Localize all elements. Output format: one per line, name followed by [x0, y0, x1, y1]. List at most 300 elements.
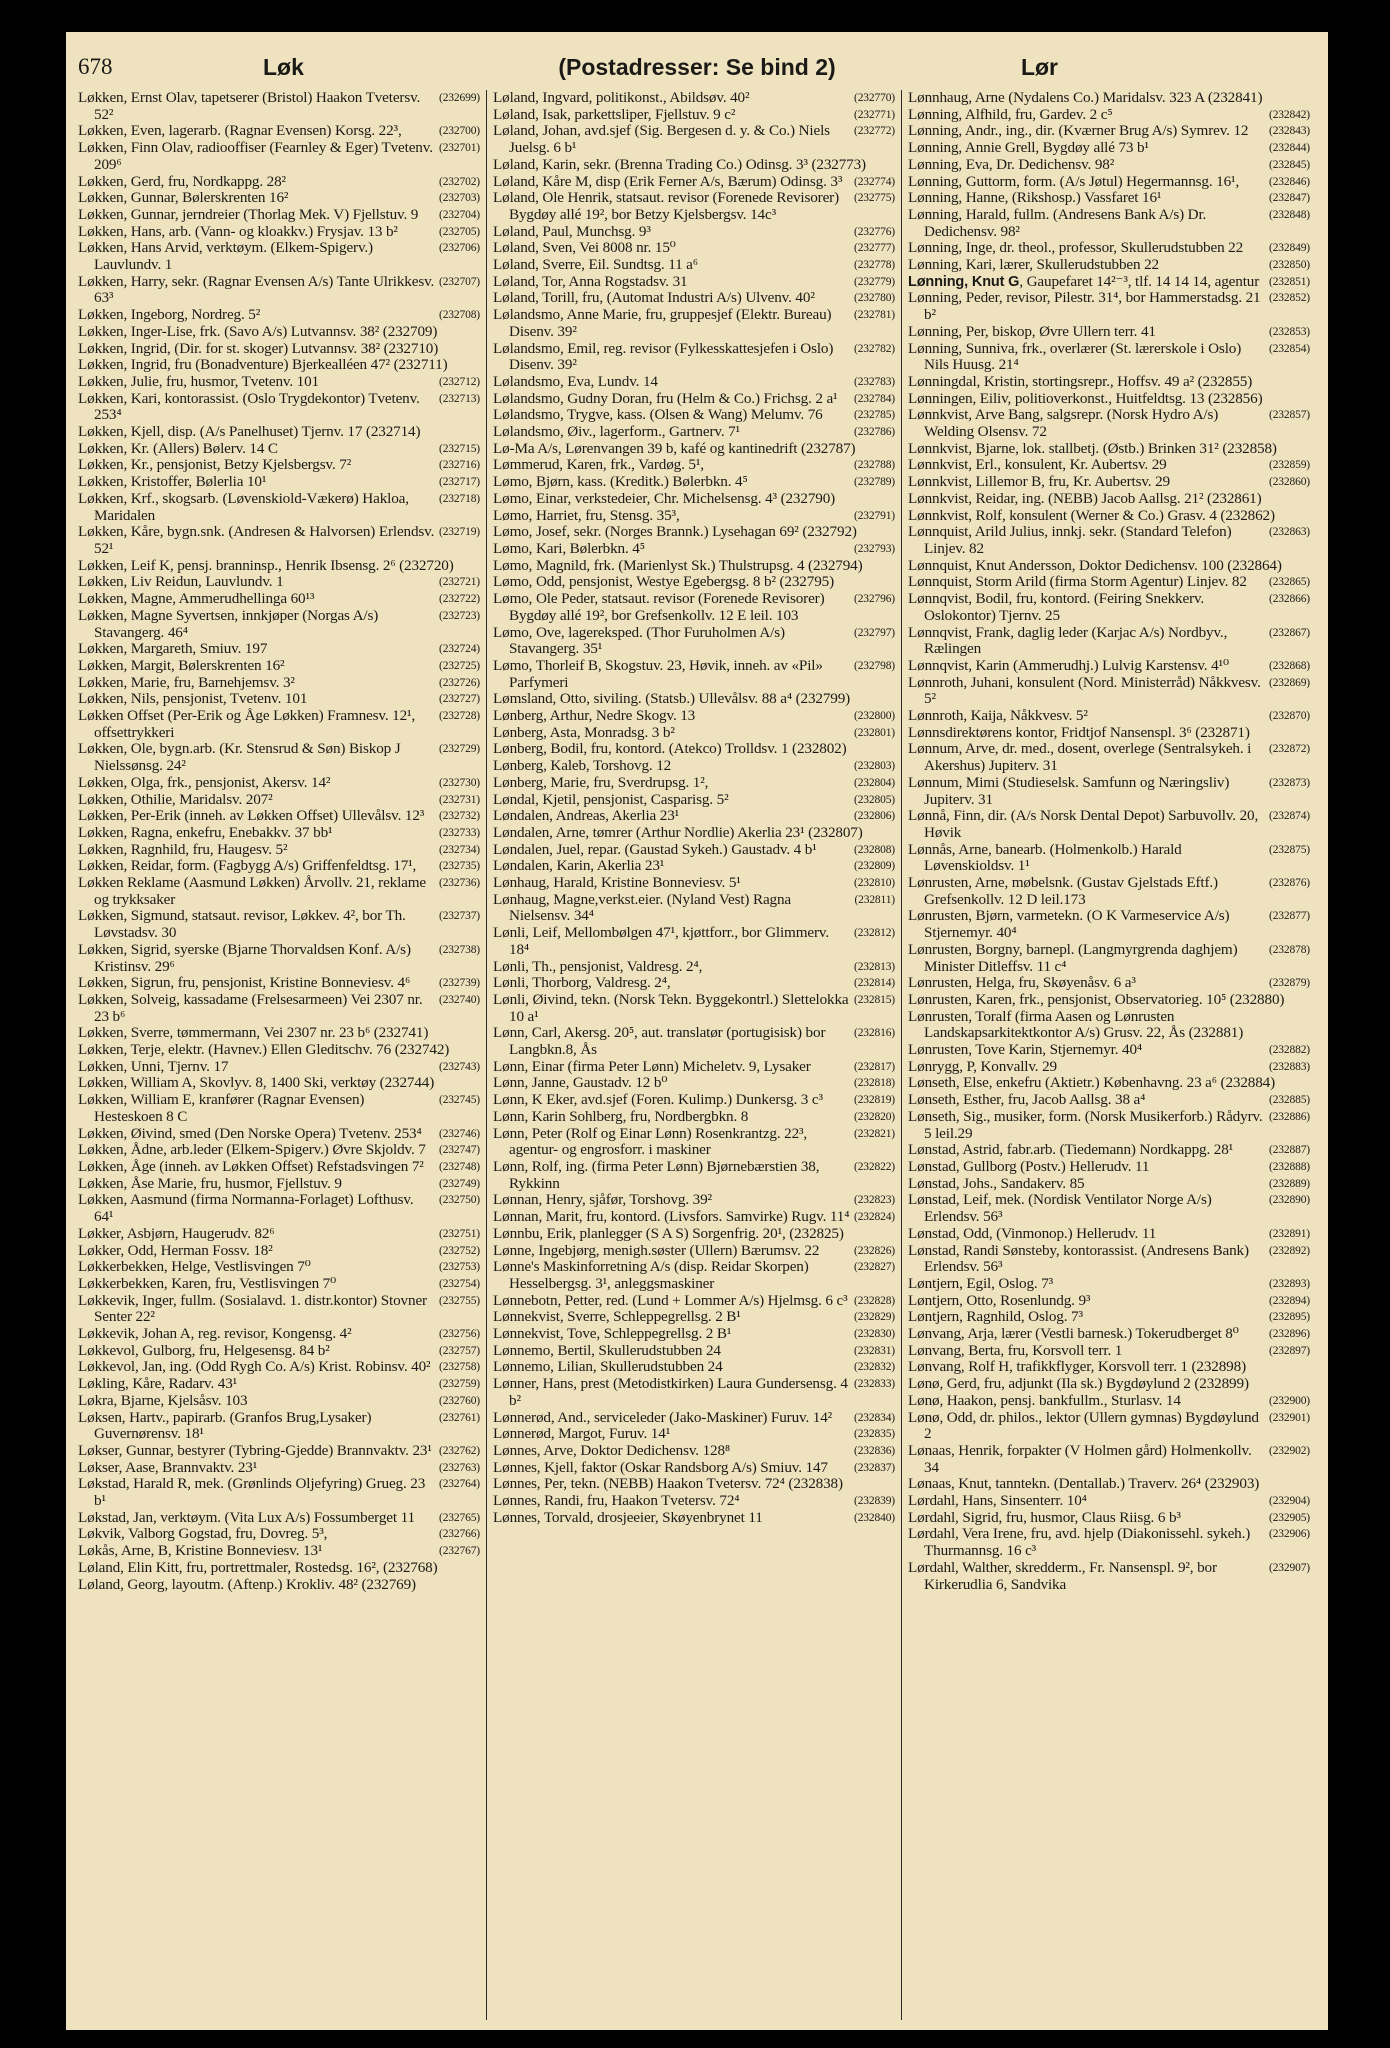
entry-text: Lølandsmo, Emil, reg. revisor (Fylkesskattesjefen i Oslo) Disenv. 39²	[493, 339, 834, 374]
directory-entry	[908, 1510, 1310, 1527]
entry-text: Lølandsmo, Eva, Lundv. 14	[493, 372, 658, 390]
entry-text: Lønø, Haakon, pensj. bankfullm., Sturlasv. 14	[908, 1391, 1181, 1409]
entry-phone-number: (232776)	[854, 225, 895, 238]
entry-text: Løkken, Hans, arb. (Vann- og kloakkv.) Frysjav. 13 b²	[78, 222, 398, 240]
entry-text: Løkken, Ingrid, fru (Bonadventure) Bjerkealléen 47² (232711)	[78, 356, 448, 374]
entry-text: Lønnås, Arne, banearb. (Holmenkolb.) Harald Løvenskioldsv. 1¹	[908, 840, 1182, 875]
entry-text: Løkken Reklame (Aasmund Løkken) Årvollv. 21, reklame og trykksaker	[78, 874, 427, 908]
entry-text: Løland, Sverre, Eil. Sundtsg. 11 a⁶	[493, 256, 698, 274]
entry-phone-number: (232780)	[854, 292, 895, 305]
entry-phone-number: (232907)	[1269, 1561, 1310, 1574]
directory-entry	[493, 541, 895, 558]
entry-text: Løkken, Marie, fru, Barnehjemsv. 3²	[78, 673, 295, 691]
directory-entry	[78, 140, 480, 173]
entry-text: Løkkevik, Johan A, reg. revisor, Kongensg. 4²	[78, 1325, 352, 1343]
entry-phone-number: (232765)	[439, 1511, 480, 1524]
directory-entry	[493, 307, 895, 340]
entry-phone-number: (232784)	[854, 392, 895, 405]
directory-entry	[78, 708, 480, 741]
directory-entry	[78, 1543, 480, 1560]
entry-text: Løkken, Øivind, smed (Den Norske Opera) Tvetenv. 253⁴	[78, 1124, 422, 1142]
entry-text: Lønø, Odd, dr. philos., lektor (Ullern gymnas) Bygdøylund 2	[908, 1408, 1259, 1443]
entry-text: Lønn, Janne, Gaustadv. 12 b⁰	[493, 1074, 668, 1092]
directory-entry	[493, 825, 895, 842]
entry-phone-number: (232754)	[439, 1277, 480, 1290]
entry-phone-number: (232708)	[439, 309, 480, 322]
entry-phone-number: (232805)	[854, 793, 895, 806]
entry-text: Lønn, Rolf, ing. (firma Peter Lønn) Bjørnebærstien 38, Rykkinn	[493, 1158, 820, 1192]
entry-text: Lønnekvist, Tove, Schleppegrellsg. 2 B¹	[493, 1325, 732, 1343]
entry-phone-number: (232891)	[1269, 1227, 1310, 1240]
entry-phone-number: (232766)	[439, 1528, 480, 1541]
entry-phone-number: (232824)	[854, 1211, 895, 1224]
directory-entry	[908, 441, 1310, 458]
directory-entry	[78, 858, 480, 875]
entry-text: Lønnan, Henry, sjåfør, Torshovg. 39²	[493, 1191, 712, 1209]
entry-phone-number: (232816)	[854, 1027, 895, 1040]
entry-phone-number: (232829)	[854, 1311, 895, 1324]
directory-entry	[493, 725, 895, 742]
directory-entry	[493, 992, 895, 1025]
directory-entry	[908, 1226, 1310, 1243]
entry-text: Lønnemo, Bertil, Skullerudstubben 24	[493, 1341, 721, 1359]
entry-phone-number: (232905)	[1269, 1511, 1310, 1524]
entry-text: Lønstad, Randi Sønsteby, kontorassist. (Andresens Bank) Erlendsv. 56³	[908, 1241, 1249, 1276]
directory-entry	[493, 1309, 895, 1326]
directory-entry	[908, 574, 1310, 591]
entry-text: Løkken, Sverre, tømmermann, Vei 2307 nr. 23 b⁶ (232741)	[78, 1024, 429, 1042]
directory-entry	[908, 1343, 1310, 1360]
entry-text: Lønrusten, Tove Karin, Stjernemyr. 40⁴	[908, 1041, 1143, 1059]
directory-entry	[78, 975, 480, 992]
entry-text: Løkken, Finn Olav, radiooffiser (Fearnley & Eger) Tvetenv. 209⁶	[78, 139, 433, 173]
entry-text: Lølandsmo, Øiv., lagerform., Gartnerv. 7¹	[493, 423, 740, 441]
directory-entry	[78, 441, 480, 458]
entry-phone-number: (232801)	[854, 726, 895, 739]
entry-text: Lønne's Maskinforretning A/s (disp. Reidar Skorpen) Hesselbergsg. 3¹, anleggsmaskiner	[493, 1258, 809, 1292]
entry-text: Lølandsmo, Anne Marie, fru, gruppesjef (Elektr. Bureau) Disenv. 39²	[493, 306, 832, 340]
entry-text: Lømmerud, Karen, frk., Vardøg. 5¹,	[493, 456, 704, 474]
directory-entry	[908, 374, 1310, 391]
entry-phone-number: (232702)	[439, 175, 480, 188]
entry-phone-number: (232732)	[439, 810, 480, 823]
entry-phone-number: (232811)	[854, 893, 895, 906]
entry-text: Løkken, Gunnar, jerndreier (Thorlag Mek. V) Fjellstuv. 9	[78, 205, 419, 223]
entry-phone-number: (232761)	[439, 1411, 480, 1424]
entry-text: Løksen, Hartv., papirarb. (Granfos Brug,Lysaker) Guvernørensv. 18¹	[78, 1408, 372, 1443]
entry-phone-number: (232887)	[1269, 1144, 1310, 1157]
directory-entry	[908, 1359, 1310, 1376]
entry-phone-number: (232777)	[854, 242, 895, 255]
entry-text: Lønner, Hans, prest (Metodistkirken) Laura Gundersensg. 4 b²	[493, 1375, 848, 1409]
directory-entry	[908, 257, 1310, 274]
entry-phone-number: (232870)	[1269, 710, 1310, 723]
entry-text: Lønberg, Asta, Monradsg. 3 b²	[493, 723, 675, 741]
directory-entry	[908, 1410, 1310, 1443]
directory-entry	[908, 90, 1310, 107]
entry-phone-number: (232840)	[854, 1511, 895, 1524]
entry-text: Løkken, Magne, Ammerudhellinga 60¹³	[78, 590, 315, 608]
entry-text: Løkken, Leif K, pensj. branninsp., Henrik Ibsensg. 2⁶ (232720)	[78, 556, 454, 574]
entry-phone-number: (232764)	[439, 1478, 480, 1491]
entry-phone-number: (232873)	[1269, 776, 1310, 789]
entry-phone-number: (232876)	[1269, 877, 1310, 890]
entry-phone-number: (232833)	[854, 1378, 895, 1391]
entry-phone-number: (232835)	[854, 1428, 895, 1441]
directory-columns	[78, 90, 1316, 2020]
directory-entry	[78, 207, 480, 224]
entry-text: Løkken, Gerd, fru, Nordkappg. 28²	[78, 172, 286, 190]
directory-entry	[493, 1025, 895, 1058]
directory-entry	[908, 190, 1310, 207]
entry-text: Lønnum, Mimi (Studieselsk. Samfunn og Næringsliv) Jupiterv. 31	[908, 773, 1230, 808]
directory-entry	[908, 341, 1310, 374]
entry-phone-number: (232703)	[439, 192, 480, 205]
directory-entry	[908, 1293, 1310, 1310]
entry-text: Lønnes, Torvald, drosjeeier, Skøyenbrynet 11	[493, 1508, 763, 1526]
entry-phone-number: (232902)	[1269, 1444, 1310, 1457]
entry-text: Løkser, Aase, Brannvaktv. 23¹	[78, 1458, 258, 1476]
entry-text: Lønrusten, Karen, frk., pensjonist, Observatorieg. 10⁵ (232880)	[908, 990, 1285, 1008]
entry-text: Løkken, Kristoffer, Bølerlia 10¹	[78, 473, 267, 491]
entry-text: Løland, Johan, avd.sjef (Sig. Bergesen d. y. & Co.) Niels Juelsg. 6 b¹	[493, 122, 830, 157]
directory-column-3	[901, 90, 1316, 2020]
entry-text: Løkken, Ragna, enkefru, Enebakkv. 37 bb¹	[78, 823, 333, 841]
entry-text: Løkken, Ingrid, (Dir. for st. skoger) Lutvannsv. 38² (232710)	[78, 339, 439, 357]
entry-phone-number: (232739)	[439, 977, 480, 990]
directory-entry	[78, 391, 480, 424]
entry-phone-number: (232778)	[854, 259, 895, 272]
entry-text: Løkken, Ragnhild, fru, Haugesv. 5²	[78, 840, 288, 858]
directory-entry	[78, 1226, 480, 1243]
directory-entry	[493, 374, 895, 391]
entry-phone-number: (232882)	[1269, 1044, 1310, 1057]
entry-phone-number: (232738)	[439, 943, 480, 956]
directory-entry	[78, 591, 480, 608]
entry-phone-number: (232737)	[439, 910, 480, 923]
directory-entry	[78, 1476, 480, 1509]
entry-text: Lønnes, Arve, Doktor Dedichensv. 128⁸	[493, 1441, 731, 1459]
directory-entry	[78, 558, 480, 575]
entry-text: Lønningen, Eiliv, politioverkonst., Huitfeldtsg. 13 (232856)	[908, 389, 1263, 407]
entry-text: Lønrusten, Toralf (firma Aasen og Lønrusten Landskapsarkitektkontor A/s) Grusv. 22, Ås (232881)	[908, 1007, 1244, 1042]
directory-entry	[78, 908, 480, 941]
entry-text: Lømo, Bjørn, kass. (Kreditk.) Bølerbkn. 4⁵	[493, 473, 748, 491]
entry-text: Lønstad, Johs., Sandakerv. 85	[908, 1174, 1085, 1192]
entry-text: Lønning, Guttorm, form. (A/s Jøtul) Hegermannsg. 16¹,	[908, 172, 1240, 190]
entry-phone-number: (232716)	[439, 459, 480, 472]
entry-text: Løkken, Åge (inneh. av Løkken Offset) Refstadsvingen 7²	[78, 1158, 424, 1175]
directory-entry	[78, 1577, 480, 1594]
directory-entry	[78, 357, 480, 374]
entry-text: Lønning, Per, biskop, Øvre Ullern terr. 41	[908, 322, 1156, 340]
directory-entry	[78, 641, 480, 658]
entry-phone-number: (232846)	[1269, 175, 1310, 188]
directory-entry	[493, 808, 895, 825]
entry-phone-number: (232782)	[854, 342, 895, 355]
entry-phone-number: (232808)	[854, 843, 895, 856]
directory-entry	[78, 457, 480, 474]
entry-text: Lønnkvist, Arve Bang, salgsrepr. (Norsk Hydro A/s) Welding Olsensv. 72	[908, 406, 1219, 441]
entry-phone-number: (232822)	[854, 1161, 895, 1173]
entry-phone-number: (232728)	[439, 710, 480, 723]
entry-text: Løkken, William E, kranfører (Ragnar Evensen) Hesteskoen 8 C	[78, 1091, 365, 1125]
entry-phone-number: (232859)	[1269, 459, 1310, 472]
directory-entry	[493, 691, 895, 708]
directory-entry	[493, 1109, 895, 1126]
directory-entry	[493, 290, 895, 307]
entry-phone-number: (232803)	[854, 760, 895, 773]
directory-entry	[908, 558, 1310, 575]
entry-text: Løkken, Per-Erik (inneh. av Løkken Offset) Ullevålsv. 12³	[78, 807, 425, 825]
entry-phone-number: (232853)	[1269, 325, 1310, 338]
entry-phone-number: (232706)	[439, 242, 480, 255]
entry-text: Lønnes, Per, tekn. (NEBB) Haakon Tvetersv. 72⁴ (232838)	[493, 1475, 843, 1493]
directory-entry	[78, 1443, 480, 1460]
entry-phone-number: (232779)	[854, 275, 895, 288]
directory-entry	[908, 1493, 1310, 1510]
entry-phone-number: (232800)	[854, 710, 895, 723]
entry-phone-number: (232879)	[1269, 977, 1310, 990]
directory-entry	[908, 1042, 1310, 1059]
entry-text: Lønnekvist, Sverre, Schleppegrellsg. 2 B¹	[493, 1308, 741, 1326]
entry-text: Lønli, Th., pensjonist, Valdresg. 2⁴,	[493, 957, 703, 975]
entry-phone-number: (232797)	[854, 626, 895, 639]
entry-phone-number: (232888)	[1269, 1161, 1310, 1173]
directory-entry	[78, 775, 480, 792]
entry-phone-number: (232849)	[1269, 242, 1310, 255]
entry-text: Løland, Ingvard, politikonst., Abildsøv. 40²	[493, 90, 750, 106]
entry-text: Løkken, Ole, bygn.arb. (Kr. Stensrud & Søn) Biskop J Nielssønsg. 24²	[78, 740, 401, 775]
entry-text: Løkker, Asbjørn, Haugerudv. 82⁶	[78, 1224, 275, 1242]
entry-phone-number: (232872)	[1269, 743, 1310, 756]
directory-column-2	[486, 90, 901, 2020]
directory-entry	[493, 274, 895, 291]
directory-entry	[78, 1126, 480, 1143]
entry-phone-number: (232893)	[1269, 1277, 1310, 1290]
entry-text: Lønnsdirektørens kontor, Fridtjof Nansenspl. 3⁶ (232871)	[908, 723, 1250, 741]
entry-phone-number: (232796)	[854, 593, 895, 606]
entry-phone-number: (232854)	[1269, 342, 1310, 355]
entry-text: Lønn, Carl, Akersg. 20⁵, aut. translatør (portugisisk) bor Langbkn.8, Ås	[493, 1024, 826, 1059]
entry-text: Løkken, Kr., pensjonist, Betzy Kjelsbergsv. 7²	[78, 456, 352, 474]
entry-text: Løkkevol, Jan, ing. (Odd Rygh Co. A/s) Krist. Robinsv. 40²	[78, 1358, 431, 1376]
directory-entry	[908, 975, 1310, 992]
entry-text: Lønning, Knut G, Gaupefaret 14²⁻³, tlf. 14 14 14, agentur	[908, 272, 1260, 290]
directory-page	[66, 32, 1328, 2030]
entry-text: Lønvang, Rolf H, trafikkflyger, Korsvoll terr. 1 (232898)	[908, 1358, 1246, 1376]
entry-phone-number: (232746)	[439, 1127, 480, 1140]
directory-entry	[493, 875, 895, 892]
directory-entry	[908, 741, 1310, 774]
entry-text: Lømo, Kari, Bølerbkn. 4⁵	[493, 539, 645, 557]
directory-entry	[908, 1526, 1310, 1559]
directory-entry	[493, 107, 895, 124]
entry-text: Lønningdal, Kristin, stortingsrepr., Hoffsv. 49 a² (232855)	[908, 372, 1253, 390]
entry-text: Løland, Karin, sekr. (Brenna Trading Co.) Odinsg. 3³ (232773)	[493, 155, 866, 173]
entry-phone-number: (232736)	[439, 877, 480, 890]
entry-text: Lønnkvist, Reidar, ing. (NEBB) Jacob Aallsg. 21² (232861)	[908, 489, 1262, 507]
entry-text: Løkken, Reidar, form. (Fagbygg A/s) Griffenfeldtsg. 17¹,	[78, 857, 417, 875]
directory-entry	[78, 1326, 480, 1343]
directory-entry	[78, 842, 480, 859]
entry-text: Lømo, Thorleif B, Skogstuv. 23, Høvik, inneh. av «Pil» Parfymeri	[493, 656, 823, 691]
entry-phone-number: (232830)	[854, 1328, 895, 1341]
entry-phone-number: (232726)	[439, 676, 480, 689]
entry-text: Lønnan, Marit, fru, kontord. (Livsfors. Samvirke) Rugv. 11⁴	[493, 1208, 850, 1226]
directory-entry	[908, 1326, 1310, 1343]
directory-entry	[908, 808, 1310, 841]
directory-entry	[908, 625, 1310, 658]
entry-phone-number: (232894)	[1269, 1294, 1310, 1307]
entry-phone-number: (232733)	[439, 826, 480, 839]
entry-phone-number: (232701)	[439, 142, 480, 155]
entry-text: Lønne, Ingebjørg, menigh.søster (Ullern) Bærumsv. 22	[493, 1241, 820, 1259]
entry-phone-number: (232845)	[1269, 158, 1310, 171]
directory-entry	[78, 174, 480, 191]
directory-entry	[493, 741, 895, 758]
entry-text: Løkken, Inger-Lise, frk. (Savo A/s) Lutvannsv. 38² (232709)	[78, 322, 438, 340]
entry-text: Lønvang, Berta, fru, Korsvoll terr. 1	[908, 1341, 1123, 1359]
entry-phone-number: (232813)	[854, 960, 895, 973]
entry-text: Lønnerød, Margot, Furuv. 14¹	[493, 1425, 671, 1443]
entry-text: Løland, Kåre M, disp (Erik Ferner A/s, Bærum) Odinsg. 3³	[493, 172, 843, 190]
directory-entry	[78, 691, 480, 708]
directory-entry	[78, 1460, 480, 1477]
entry-phone-number: (232712)	[439, 375, 480, 388]
directory-entry	[493, 1226, 895, 1243]
directory-entry	[908, 407, 1310, 440]
entry-phone-number: (232785)	[854, 409, 895, 422]
entry-text: Lønseth, Sig., musiker, form. (Norsk Musikerforb.) Rådyrv. 5 leil.29	[908, 1107, 1263, 1142]
directory-entry	[908, 708, 1310, 725]
directory-entry	[493, 758, 895, 775]
entry-text: Lønnkvist, Erl., konsulent, Kr. Aubertsv. 29	[908, 456, 1167, 474]
directory-entry	[493, 1209, 895, 1226]
directory-entry	[493, 90, 895, 107]
entry-text: Løntjern, Otto, Rosenlundg. 9³	[908, 1291, 1091, 1309]
entry-phone-number: (232760)	[439, 1394, 480, 1407]
entry-text: Lønstad, Odd, (Vinmonop.) Hellerudv. 11	[908, 1224, 1157, 1242]
directory-entry	[493, 508, 895, 525]
directory-entry	[493, 658, 895, 691]
directory-entry	[78, 324, 480, 341]
entry-text: Lømo, Odd, pensjonist, Westye Egebergsg. 8 b² (232795)	[493, 573, 834, 591]
directory-entry	[78, 658, 480, 675]
entry-text: Løland, Torill, fru, (Automat Industri A/s) Ulvenv. 40²	[493, 289, 815, 307]
entry-phone-number: (232723)	[439, 609, 480, 622]
entry-phone-number: (232750)	[439, 1194, 480, 1207]
directory-entry	[78, 274, 480, 307]
entry-text: Lø-Ma A/s, Lørenvangen 39 b, kafé og kantinedrift (232787)	[493, 439, 856, 457]
entry-phone-number: (232896)	[1269, 1328, 1310, 1341]
entry-text: Løkken, Ådne, arb.leder (Elkem-Spigerv.) Øvre Skjoldv. 7	[78, 1141, 426, 1159]
entry-phone-number: (232707)	[439, 275, 480, 288]
header-center-note: (Postadresser: Se bind 2)	[558, 54, 836, 80]
directory-entry	[908, 1059, 1310, 1076]
entry-text: Lønnkvist, Rolf, konsulent (Werner & Co.) Grasv. 4 (232862)	[908, 506, 1275, 524]
directory-entry	[78, 1410, 480, 1443]
directory-entry	[493, 224, 895, 241]
directory-entry	[908, 1376, 1310, 1393]
directory-entry	[493, 975, 895, 992]
directory-entry	[78, 1243, 480, 1260]
entry-phone-number: (232717)	[439, 476, 480, 489]
entry-text: Lømo, Ole Peder, statsaut. revisor (Forenede Revisorer) Bygdøy allé 19², bor Grefsenkollv. 12 E leil. 103	[493, 590, 825, 624]
entry-phone-number: (232827)	[854, 1261, 895, 1274]
directory-entry	[493, 524, 895, 541]
entry-phone-number: (232748)	[439, 1161, 480, 1173]
entry-text: Lønning, Andr., ing., dir. (Kværner Brug A/s) Symrev. 12	[908, 122, 1249, 140]
directory-column-1	[78, 90, 486, 2020]
entry-phone-number: (232906)	[1269, 1528, 1310, 1541]
directory-entry	[908, 842, 1310, 875]
entry-text: Løndalen, Karin, Akerlia 23¹	[493, 857, 665, 875]
entry-phone-number: (232747)	[439, 1144, 480, 1157]
entry-text: Løland, Sven, Vei 8008 nr. 15⁰	[493, 239, 676, 257]
entry-phone-number: (232767)	[439, 1545, 480, 1558]
entry-text: Lønhaug, Harald, Kristine Bonneviesv. 5¹	[493, 874, 741, 892]
entry-text: Lømo, Einar, verkstedeier, Chr. Michelsensg. 4³ (232790)	[493, 489, 836, 507]
entry-phone-number: (232772)	[854, 125, 895, 138]
entry-text: Løkken, Kjell, disp. (A/s Panelhuset) Tjernv. 17 (232714)	[78, 423, 421, 441]
entry-phone-number: (232867)	[1269, 626, 1310, 639]
entry-phone-number: (232857)	[1269, 409, 1310, 422]
directory-entry	[908, 324, 1310, 341]
directory-entry	[78, 474, 480, 491]
entry-text: Lømo, Ove, lagereksped. (Thor Furuholmen A/s) Stavangerg. 35¹	[493, 623, 785, 658]
entry-phone-number: (232847)	[1269, 192, 1310, 205]
directory-entry	[493, 858, 895, 875]
entry-text: Løkkevol, Gulborg, fru, Helgesensg. 84 b²	[78, 1341, 330, 1359]
directory-entry	[78, 875, 480, 908]
directory-entry	[78, 1560, 480, 1577]
entry-phone-number: (232820)	[854, 1110, 895, 1123]
entry-phone-number: (232831)	[854, 1344, 895, 1357]
entry-text: Løkser, Gunnar, bestyrer (Tybring-Gjedde) Brannvaktv. 23¹	[78, 1441, 432, 1459]
directory-entry	[493, 1075, 895, 1092]
page-header	[78, 46, 1316, 86]
directory-entry	[908, 391, 1310, 408]
directory-entry	[493, 574, 895, 591]
entry-text: Løkken, Ernst Olav, tapetserer (Bristol) Haakon Tvetersv. 52²	[78, 90, 421, 123]
entry-text: Løkling, Kåre, Radarv. 43¹	[78, 1375, 238, 1393]
entry-phone-number: (232837)	[854, 1461, 895, 1474]
entry-text: Lønnroth, Juhani, konsulent (Nord. Ministerråd) Nåkkvesv. 5²	[908, 673, 1261, 708]
entry-phone-number: (232753)	[439, 1261, 480, 1274]
directory-entry	[78, 1092, 480, 1125]
entry-phone-number: (232821)	[854, 1127, 895, 1140]
entry-text: Løkken, Liv Reidun, Lauvlundv. 1	[78, 573, 284, 591]
entry-text: Løkken, Harry, sekr. (Ragnar Evensen A/s) Tante Ulrikkesv. 63³	[78, 272, 435, 307]
directory-entry	[78, 524, 480, 557]
entry-phone-number: (232745)	[439, 1094, 480, 1107]
directory-entry	[78, 424, 480, 441]
entry-text: Løkken, Sigmund, statsaut. revisor, Løkkev. 4², bor Th. Løvstadsv. 30	[78, 907, 406, 942]
entry-phone-number: (232786)	[854, 426, 895, 439]
entry-text: Lønseth, Esther, fru, Jacob Aallsg. 38 a⁴	[908, 1091, 1146, 1109]
directory-entry	[908, 1176, 1310, 1193]
entry-text: Lønberg, Marie, fru, Sverdrupsg. 1²,	[493, 773, 709, 791]
entry-text: Løland, Isak, parkettsliper, Fjellstuv. 9 c²	[493, 105, 736, 123]
directory-entry	[493, 1243, 895, 1260]
entry-text: Lønli, Leif, Mellombølgen 47¹, kjøttforr., bor Glimmerv. 18⁴	[493, 924, 829, 958]
entry-text: Lønø, Gerd, fru, adjunkt (Ila sk.) Bygdøylund 2 (232899)	[908, 1375, 1249, 1393]
directory-entry	[493, 1192, 895, 1209]
entry-text: Lønnkvist, Lillemor B, fru, Kr. Aubertsv. 29	[908, 473, 1170, 491]
directory-entry	[493, 1493, 895, 1510]
entry-phone-number: (232751)	[439, 1227, 480, 1240]
